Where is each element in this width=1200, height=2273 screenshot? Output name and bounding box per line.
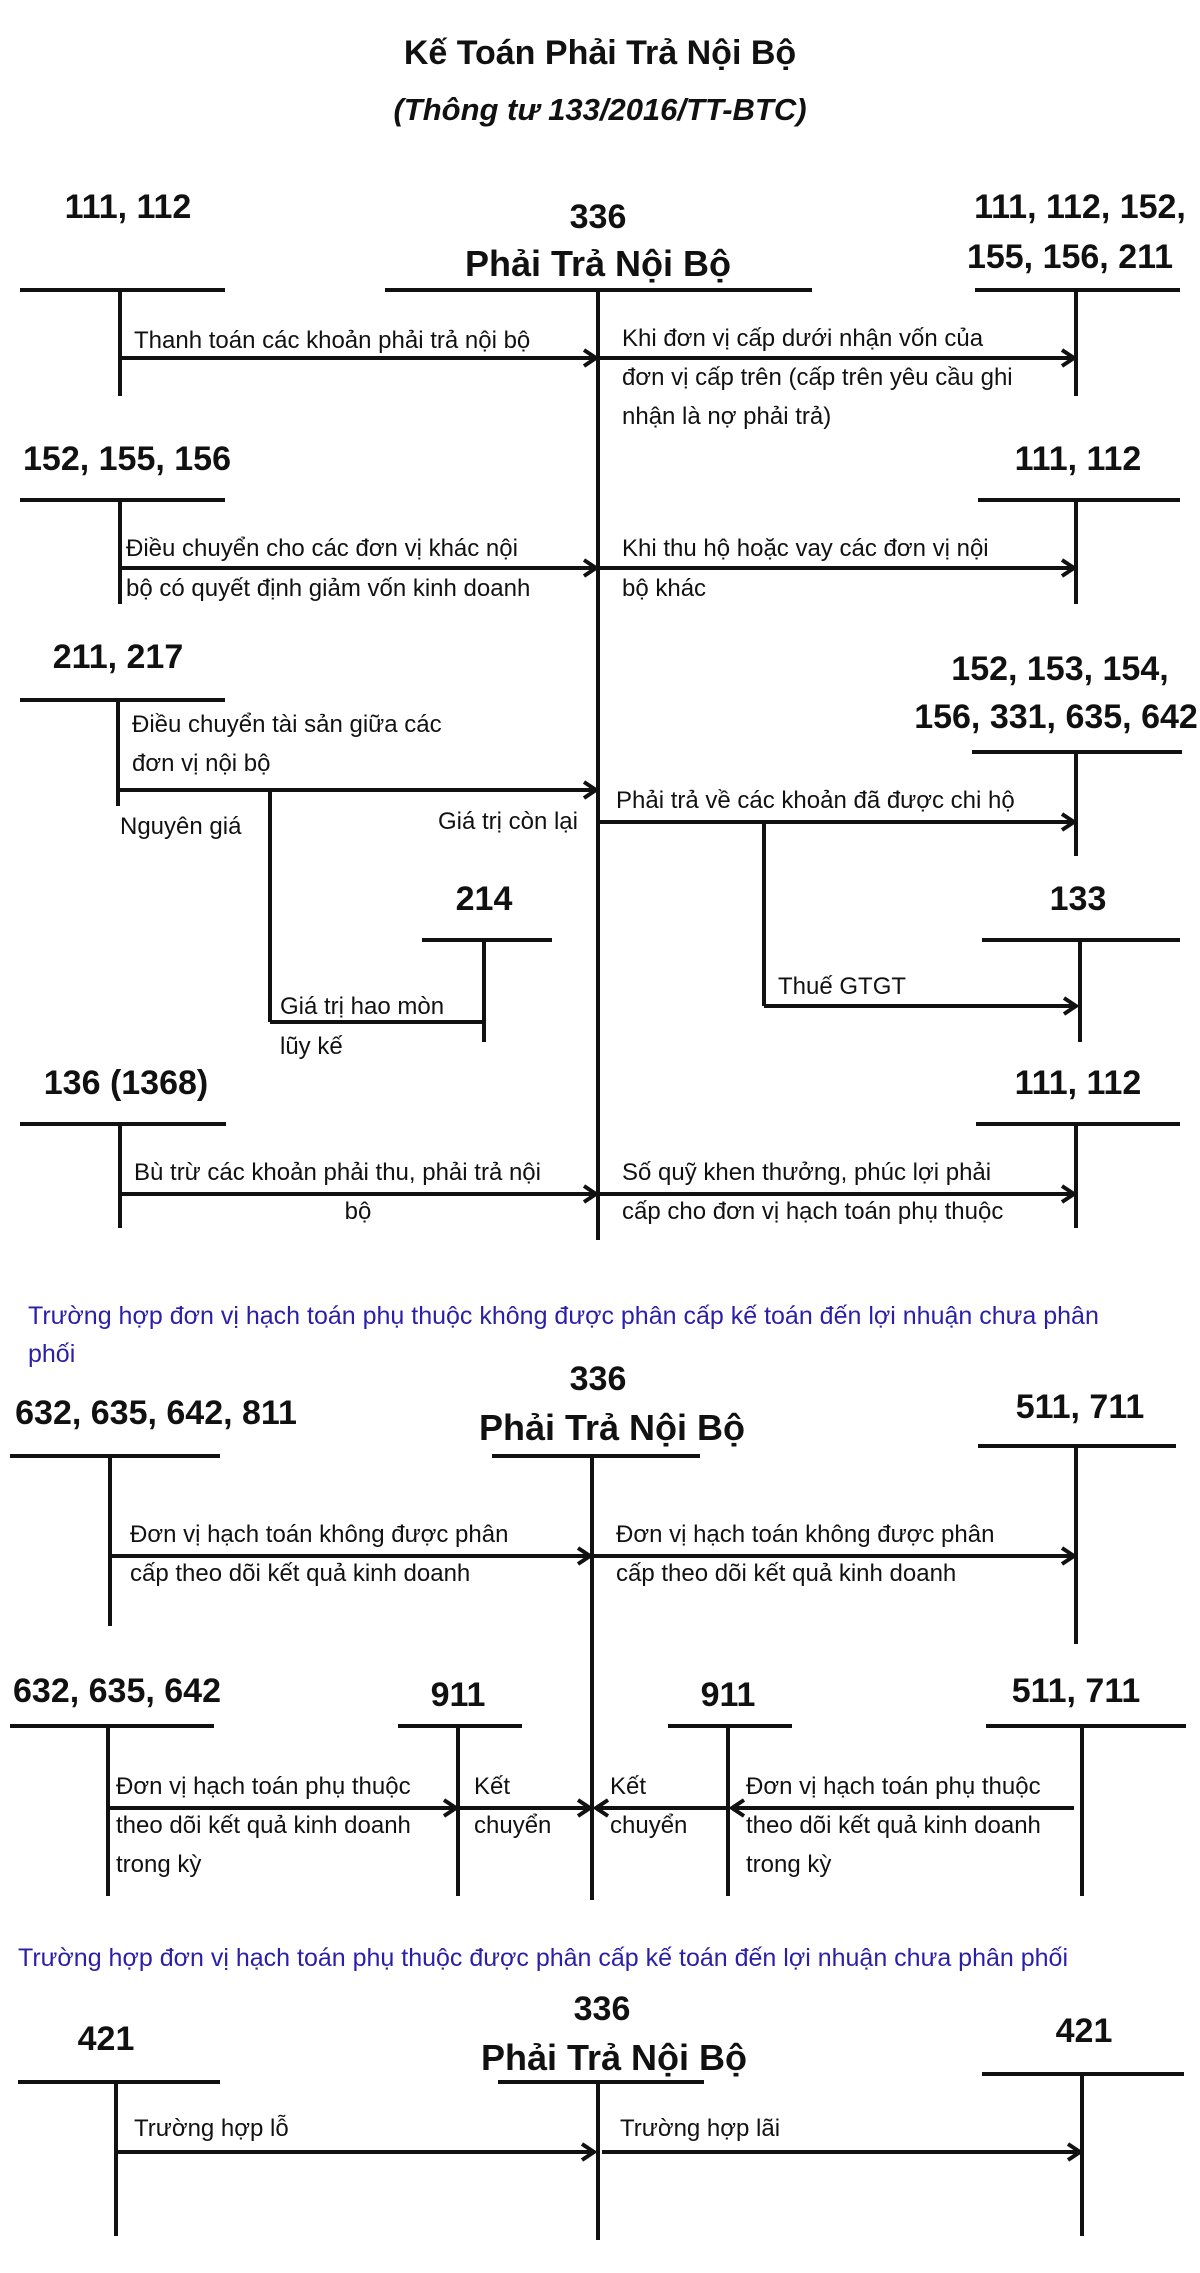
section2-account-911-right: 911 (700, 1676, 756, 1714)
section2-account-right-bottom: 511, 711 (1011, 1672, 1141, 1710)
label-asset-transfer-2: đơn vị nội bộ (132, 750, 271, 777)
account-111-112-right2: 111, 112 (1014, 440, 1142, 478)
label-collect-2: bộ khác (622, 575, 707, 602)
section2-note-line2: phối (28, 1340, 76, 1368)
label-closing-1: Kết (474, 1773, 511, 1800)
section3-note: Trường hợp đơn vị hạch toán phụ thuộc được phân cấp kế toán đến lợi nhuận chưa phân phối (18, 1944, 1068, 1972)
account-right-mid-line1: 152, 153, 154, (951, 650, 1169, 688)
label-fund-2: cấp cho đơn vị hạch toán phụ thuộc (622, 1198, 1004, 1225)
label-track-1: Đơn vị hạch toán phụ thuộc (116, 1773, 411, 1800)
label-not-track-r1: Đơn vị hạch toán không được phân (616, 1521, 995, 1548)
label-profit: Trường hợp lãi (620, 2115, 781, 2142)
label-remaining-value: Giá trị còn lại (437, 808, 578, 835)
section3-center-code: 336 (573, 1990, 631, 2028)
center-account-code: 336 (569, 198, 627, 236)
label-track-3: trong kỳ (116, 1851, 202, 1878)
account-111-112-bottom: 111, 112 (1014, 1064, 1142, 1102)
account-152-155-156: 152, 155, 156 (23, 440, 231, 478)
label-collect-1: Khi thu hộ hoặc vay các đơn vị nội (622, 535, 989, 562)
label-accum-dep-1: Giá trị hao mòn (280, 993, 445, 1020)
account-right-top-line1: 111, 112, 152, (974, 188, 1186, 226)
account-111-112-top: 111, 112 (64, 188, 192, 226)
account-133: 133 (1049, 880, 1107, 918)
label-transfer-1: Điều chuyển cho các đơn vị khác nội (126, 535, 518, 562)
section3-account-right: 421 (1055, 2012, 1113, 2050)
page-title: Kế Toán Phải Trả Nội Bộ (403, 34, 797, 72)
label-track-r2: theo dõi kết quả kinh doanh (746, 1812, 1041, 1839)
label-receive-capital-1: Khi đơn vị cấp dưới nhận vốn của (622, 325, 984, 352)
account-right-top-line2: 155, 156, 211 (966, 238, 1174, 276)
section2-account-911-left: 911 (430, 1676, 486, 1714)
label-track-2: theo dõi kết quả kinh doanh (116, 1812, 411, 1839)
label-fund-1: Số quỹ khen thưởng, phúc lợi phải (622, 1159, 992, 1186)
label-accum-dep-2: lũy kế (280, 1033, 343, 1060)
label-track-r1: Đơn vị hạch toán phụ thuộc (746, 1773, 1041, 1800)
section2-center-name: Phải Trả Nội Bộ (478, 1407, 746, 1448)
label-track-r3: trong kỳ (746, 1851, 832, 1878)
section3-center-name: Phải Trả Nội Bộ (480, 2037, 748, 2078)
label-transfer-2: bộ có quyết định giảm vốn kinh doanh (126, 575, 531, 602)
account-214: 214 (455, 880, 513, 918)
account-211-217: 211, 217 (52, 638, 184, 676)
label-repay-paid: Phải trả về các khoản đã được chi hộ (616, 787, 1015, 814)
label-receive-capital-3: nhận là nợ phải trả) (622, 403, 832, 430)
label-closing-2: chuyển (474, 1812, 552, 1839)
section2-account-left-bottom: 632, 635, 642 (13, 1672, 221, 1710)
page-subtitle: (Thông tư 133/2016/TT-BTC) (393, 92, 807, 127)
section2-account-right-top: 511, 711 (1015, 1388, 1145, 1426)
label-not-track-1: Đơn vị hạch toán không được phân (130, 1521, 509, 1548)
label-closing-r2: chuyển (610, 1812, 688, 1839)
section2-account-left-top: 632, 635, 642, 811 (15, 1394, 297, 1432)
label-offset-1: Bù trừ các khoản phải thu, phải trả nội (134, 1159, 541, 1186)
section2-note-line1: Trường hợp đơn vị hạch toán phụ thuộc không được phân cấp kế toán đến lợi nhuận chưa phân (28, 1302, 1099, 1330)
label-offset-2: bộ (344, 1198, 372, 1225)
label-receive-capital-2: đơn vị cấp trên (cấp trên yêu cầu ghi (622, 364, 1013, 391)
section3-account-left: 421 (77, 2020, 135, 2058)
label-pay-internal: Thanh toán các khoản phải trả nội bộ (134, 327, 531, 354)
label-loss: Trường hợp lỗ (134, 2115, 289, 2142)
account-right-mid-line2: 156, 331, 635, 642 (914, 698, 1198, 736)
label-not-track-2: cấp theo dõi kết quả kinh doanh (130, 1560, 471, 1587)
label-closing-r1: Kết (610, 1773, 647, 1800)
account-136-1368: 136 (1368) (43, 1064, 209, 1102)
section2-center-code: 336 (569, 1360, 627, 1398)
label-original-cost: Nguyên giá (120, 813, 242, 840)
label-vat: Thuế GTGT (778, 973, 907, 1000)
label-not-track-r2: cấp theo dõi kết quả kinh doanh (616, 1560, 957, 1587)
center-account-name: Phải Trả Nội Bộ (464, 243, 732, 284)
label-asset-transfer-1: Điều chuyển tài sản giữa các (132, 711, 442, 738)
